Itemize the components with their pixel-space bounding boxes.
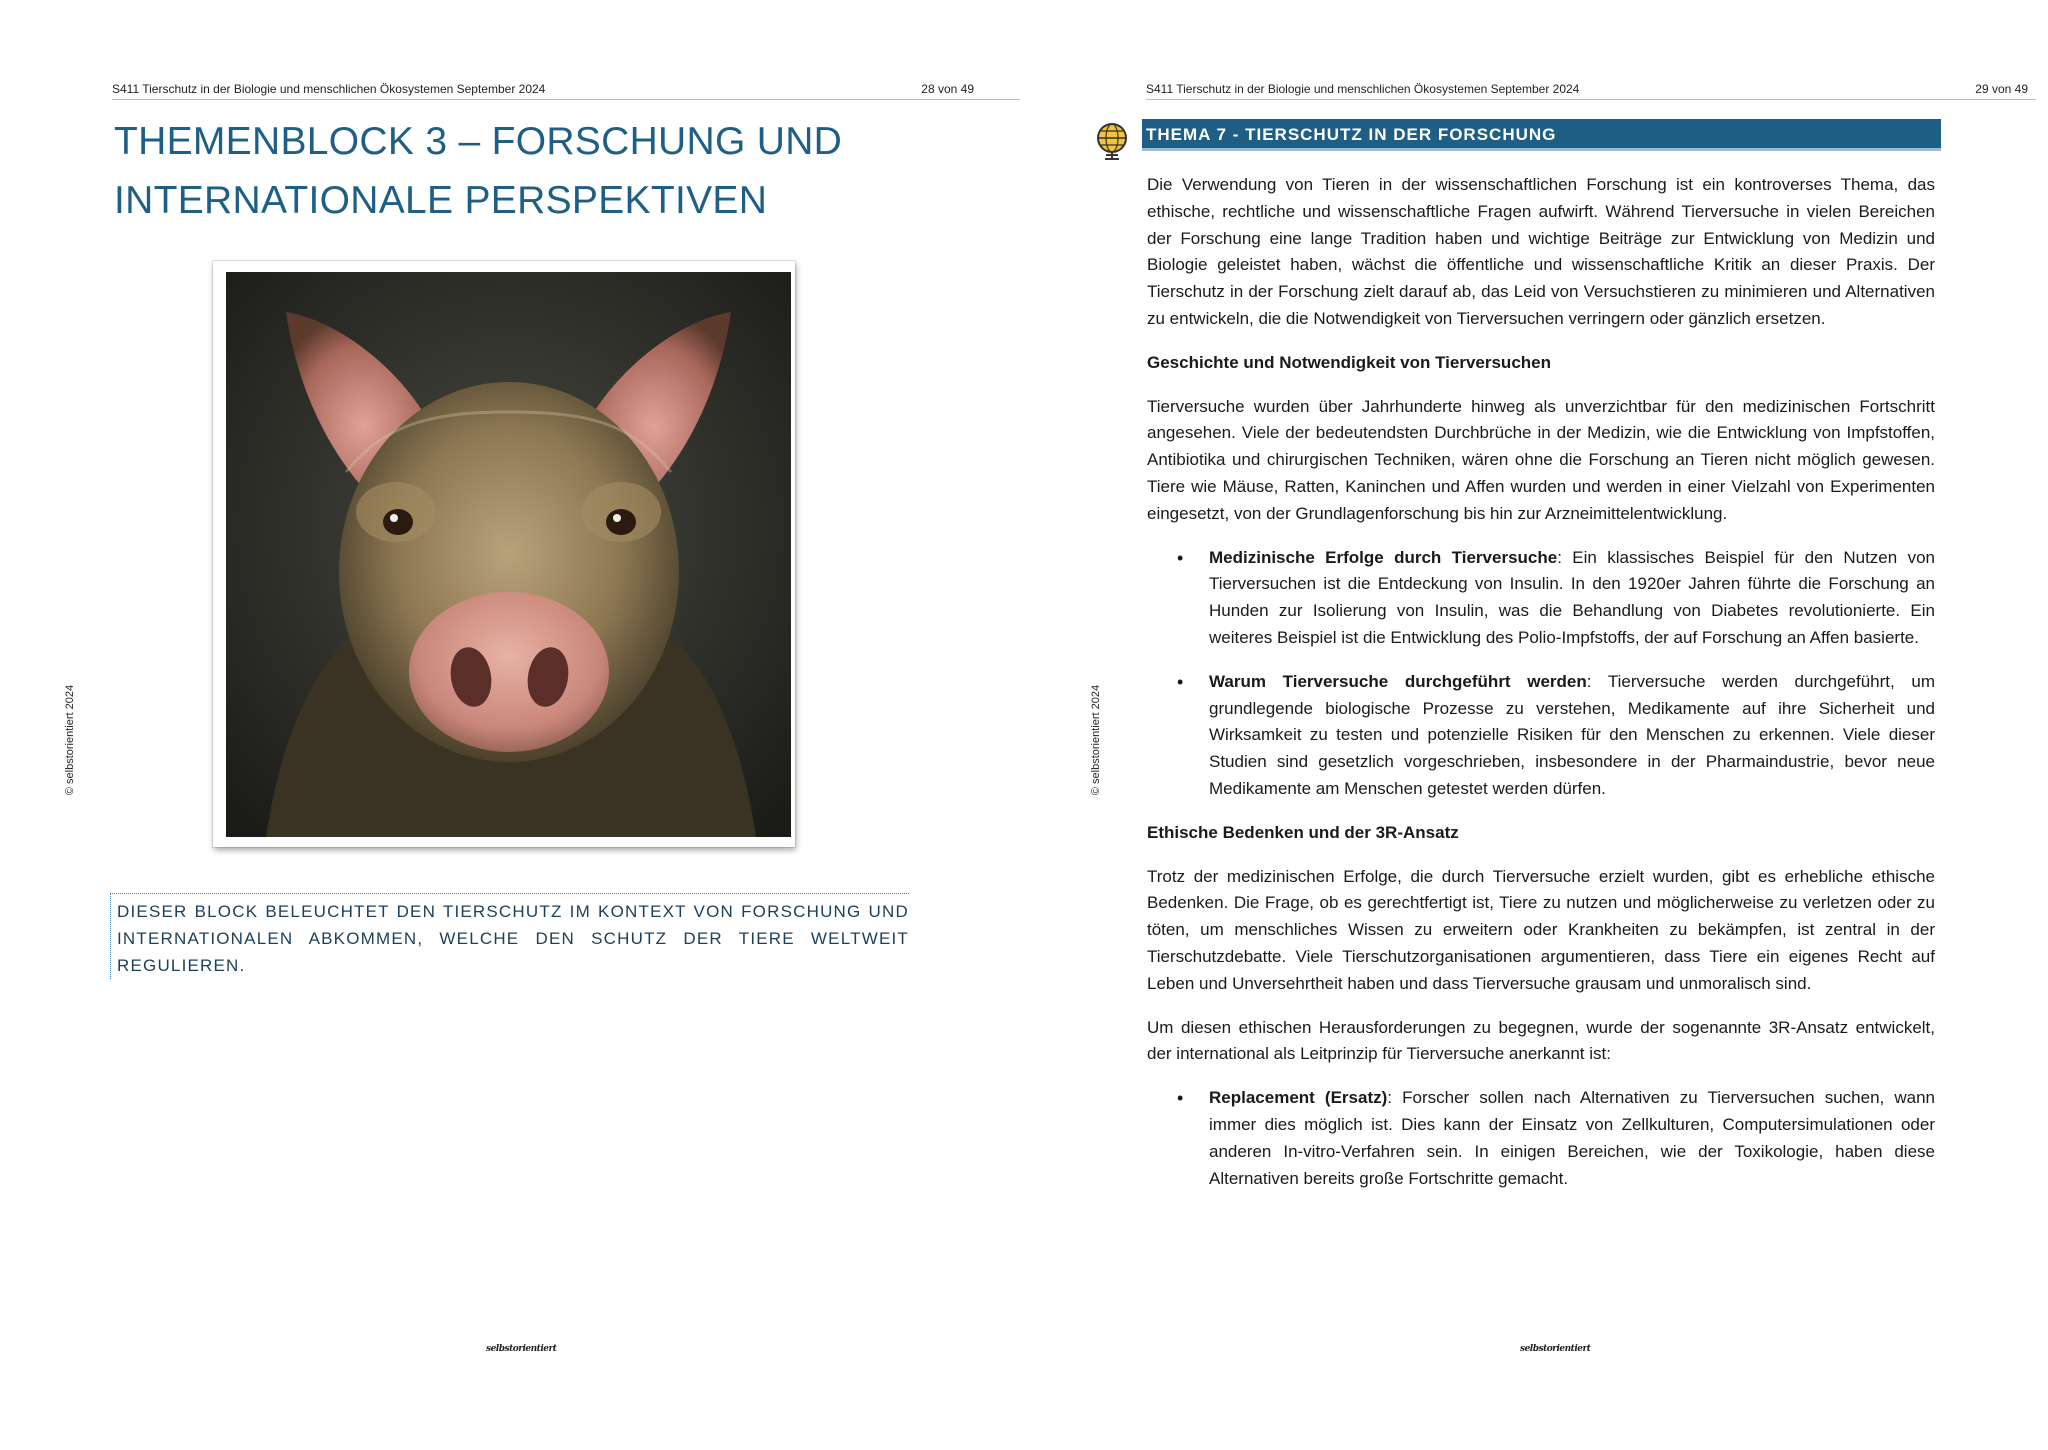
block-title: THEMENBLOCK 3 – FORSCHUNG UND INTERNATIONALE PERSPEKTIVEN: [114, 120, 843, 222]
footer-logo: selbstorientiert: [486, 1344, 557, 1354]
list-item-term: Replacement (Ersatz): [1209, 1088, 1388, 1108]
page-number: 28 von 49: [921, 82, 974, 96]
list-item: [1209, 1085, 1935, 1192]
list-item-text: : Forscher sollen nach Alternativen zu Tierversuchen suchen, wann immer dies möglich ist. Dies kann der Einsatz von Zellkulturen, Computersimulationen oder anderen In-vitro-Verfahren sein. In einigen Bereichen, wie der Toxikologie, haben diese Alternativen bereits große Fortschritte gemacht.: [1209, 1088, 1935, 1188]
theme-heading: THEMA 7 - TIERSCHUTZ IN DER FORSCHUNG: [1142, 119, 1941, 151]
list-item-term: Medizinische Erfolge durch Tierversuche: [1209, 547, 1558, 567]
list-item-text: : Ein klassisches Beispiel für den Nutzen von Tierversuchen ist die Entdeckung von Insulin. In den 1920er Jahren führte die Forschung an Hunden zur Isolierung von Insulin, was die Behandlung von Diabetes revolutionierte. Ein weiteres Beispiel ist die Entwicklung des Polio-Impfstoffs, der auf Forschung an Affen basierte.: [1209, 547, 1935, 647]
running-head-title: S411 Tierschutz in der Biologie und menschlichen Ökosystemen September 2024: [112, 82, 546, 96]
running-head: [112, 78, 1020, 100]
intro-paragraph: Die Verwendung von Tieren in der wissenschaftlichen Forschung ist ein kontroverses Thema, das ethische, rechtliche und wissenschaftliche Fragen aufwirft. Während Tierversuche in vielen Bereichen der Forschung eine lange Tradition haben und wichtige Beiträge zur Entwicklung von Medizin und Biologie geleistet haben, wächst die öffentliche und wissenschaftliche Kritik an dieser Praxis. Der Tierschutz in der Forschung zielt darauf ab, das Leid von Versuchstieren zu minimieren und Alternativen zu entwickeln, die die Notwendigkeit von Tierversuchen verringern oder gänzlich ersetzen.: [1147, 175, 1935, 328]
section-heading: Geschichte und Notwendigkeit von Tierversuchen: [1147, 352, 1551, 372]
bullet-list: [1147, 545, 1935, 803]
globe-icon: [1096, 122, 1128, 162]
running-head-title: S411 Tierschutz in der Biologie und menschlichen Ökosystemen September 2024: [1146, 82, 1580, 96]
bullet-list: [1147, 1085, 1935, 1192]
footer-logo: selbstorientiert: [1520, 1344, 1591, 1354]
block-intro: DIESER BLOCK BELEUCHTET DEN TIERSCHUTZ IM KONTEXT VON FORSCHUNG UND INTERNATIONALEN ABKOMMEN, WELCHE DEN SCHUTZ DER TIERE WELTWEIT REGULIEREN.: [110, 893, 909, 979]
article-body: [1147, 172, 1935, 1209]
section-paragraph: Trotz der medizinischen Erfolge, die durch Tierversuche erzielt wurden, gibt es erhebliche ethische Bedenken. Die Frage, ob es gerechtfertigt ist, Tiere zu nutzen und möglicherweise zu verletzen oder zu töten, um menschliches Wissen zu erweitern oder Krankheiten zu bekämpfen, ist zentral in der Tierschutzdebatte. Viele Tierschutzorganisationen argumentieren, dass Tiere ein eigenes Recht auf Leben und Unversehrtheit haben und dass Tierversuche grausam und unmoralisch sind.: [1147, 866, 1935, 993]
list-item: [1209, 545, 1935, 652]
list-item-term: Warum Tierversuche durchgeführt werden: [1209, 671, 1587, 691]
section-heading: Ethische Bedenken und der 3R-Ansatz: [1147, 822, 1459, 842]
pig-photo-frame: [213, 261, 795, 847]
list-item-text: : Tierversuche werden durchgeführt, um grundlegende biologische Prozesse zu verstehen, Medikamente auf ihre Sicherheit und Wirksamkeit zu testen und potenzielle Risiken für den Menschen zu erkennen. Viele dieser Studien sind gesetzlich vorgeschrieben, insbesondere in der Pharmaindustrie, bevor neue Medikamente am Menschen getestet werden dürfen.: [1209, 671, 1936, 798]
pig-portrait-image: [226, 272, 791, 837]
section-paragraph: Um diesen ethischen Herausforderungen zu begegnen, wurde der sogenannte 3R-Ansatz entwickelt, der international als Leitprinzip für Tierversuche anerkannt ist:: [1147, 1017, 1935, 1064]
list-item: [1209, 669, 1935, 803]
side-copyright: © selbstorientiert 2024: [64, 684, 76, 796]
section-paragraph: Tierversuche wurden über Jahrhunderte hinweg als unverzichtbar für den medizinischen Fortschritt angesehen. Viele der bedeutendsten Durchbrüche in der Medizin, wie die Entwicklung von Impfstoffen, Antibiotika und chirurgischen Techniken, wären ohne die Forschung an Tieren nicht möglich gewesen. Tiere wie Mäuse, Ratten, Kaninchen und Affen wurden und werden in einer Vielzahl von Experimenten eingesetzt, von der Grundlagenforschung bis hin zur Arzneimittelentwicklung.: [1147, 396, 1935, 523]
page-number: 29 von 49: [1975, 82, 2028, 96]
side-copyright: © selbstorientiert 2024: [1090, 684, 1102, 796]
running-head: [1146, 78, 2036, 100]
